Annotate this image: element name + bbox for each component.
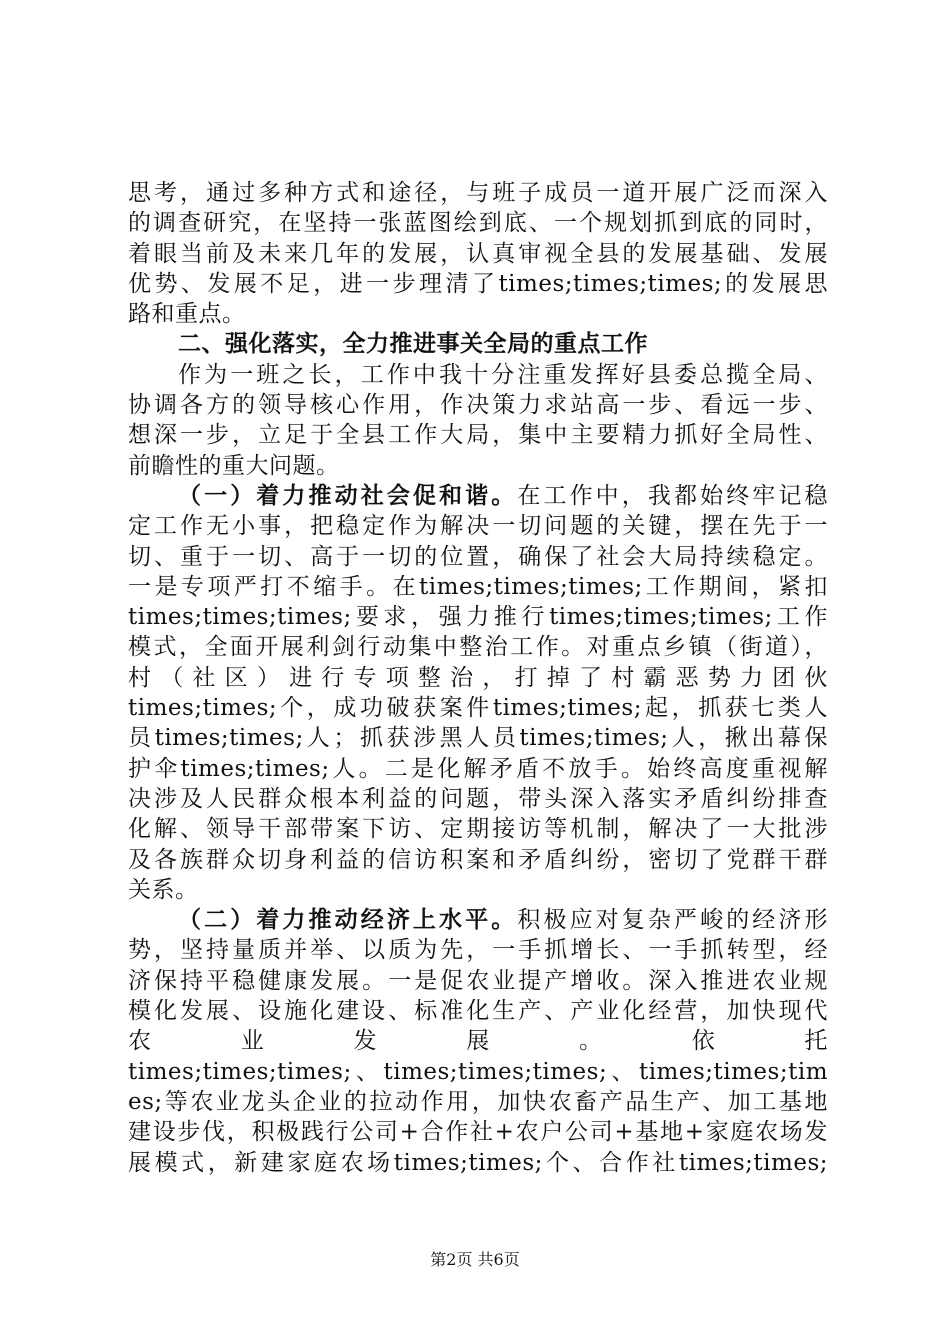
p4-line-7: es;等农业龙头企业的拉动作用，加快农畜产品生产、加工基地 — [128, 1088, 828, 1115]
p3-line-1 — [128, 481, 828, 511]
p4-line-4: 模化发展、设施化建设、标准化生产、产业化经营，加快现代 — [128, 998, 828, 1025]
p2-line-4: 前瞻性的重大问题。 — [128, 452, 340, 479]
p4-line-2: 势，坚持量质并举、以质为先，一手抓增长、一手抓转型，经 — [128, 937, 828, 964]
p4-line-3: 济保持平稳健康发展。一是促农业提产增收。深入推进农业规 — [128, 967, 828, 994]
p3-line-3: 切、重于一切、高于一切的位置，确保了社会大局持续稳定。 — [128, 543, 828, 570]
p3-line-9: 员times;times;人；抓获涉黑人员times;times;人，揪出幕保 — [128, 725, 828, 752]
p4-line-1-text: 积极应对复杂严峻的经济形 — [517, 907, 829, 934]
p3-line-10: 护伞times;times;人。二是化解矛盾不放手。始终高度重视解 — [128, 755, 828, 782]
p4-line-6: times;times;times;、times;times;times;、times;times;tim — [128, 1058, 828, 1085]
p3-line-6: 模式，全面开展利剑行动集中整治工作。对重点乡镇（街道）， — [128, 634, 828, 661]
p1-line-2: 的调查研究，在坚持一张蓝图绘到底、一个规划抓到底的同时， — [128, 210, 828, 237]
subheading-2: （二）着力推动经济上水平。 — [178, 907, 518, 934]
p2-line-1: 作为一班之长，工作中我十分注重发挥好县委总揽全局、 — [178, 361, 828, 388]
p3-line-12: 化解、领导干部带案下访、定期接访等机制，解决了一大批涉 — [128, 816, 828, 843]
subheading-1: （一）着力推动社会促和谐。 — [178, 482, 518, 509]
p3-line-5: times;times;times;要求，强力推行times;times;times;工作 — [128, 604, 828, 631]
p2-line-3: 想深一步，立足于全县工作大局，集中主要精力抓好全局性、 — [128, 422, 828, 449]
p3-line-1-text: 在工作中，我都始终牢记稳 — [517, 482, 829, 509]
p1-line-1: 思考，通过多种方式和途径，与班子成员一道开展广泛而深入 — [128, 180, 828, 206]
p3-line-13: 及各族群众切身利益的信访积案和矛盾纠纷，密切了党群干群 — [128, 846, 828, 873]
p4-line-1 — [128, 905, 828, 935]
p3-line-11: 决涉及人民群众根本利益的问题，带头深入落实矛盾纠纷排查 — [128, 785, 828, 812]
p4-line-8: 建设步伐，积极践行公司+合作社+农户公司+基地+家庭农场发 — [128, 1119, 828, 1146]
p3-line-7: 村（社区）进行专项整治，打掉了村霸恶势力团伙 — [128, 664, 828, 691]
p4-line-9: 展模式，新建家庭农场times;times;个、合作社times;times; — [128, 1149, 828, 1176]
p3-line-2: 定工作无小事，把稳定作为解决一切问题的关键，摆在先于一 — [128, 513, 828, 540]
p1-line-3: 着眼当前及未来几年的发展，认真审视全县的发展基础、发展 — [128, 240, 828, 267]
section-heading-2: 二、强化落实，全力推进事关全局的重点工作 — [178, 331, 648, 358]
page-footer: 第2页 共6页 — [430, 1250, 520, 1269]
p2-line-2: 协调各方的领导核心作用，作决策力求站高一步、看远一步、 — [128, 392, 828, 419]
p1-line-5: 路和重点。 — [128, 301, 246, 328]
body-text — [128, 178, 828, 1178]
p3-line-4: 一是专项严打不缩手。在times;times;times;工作期间，紧扣 — [128, 573, 828, 600]
p4-line-5: 农业发展。依托 — [128, 1028, 828, 1055]
p3-line-8: times;times;个，成功破获案件times;times;起，抓获七类人 — [128, 695, 828, 722]
p1-line-4: 优势、发展不足，进一步理清了times;times;times;的发展思 — [128, 270, 828, 297]
p3-line-14: 关系。 — [128, 876, 199, 903]
